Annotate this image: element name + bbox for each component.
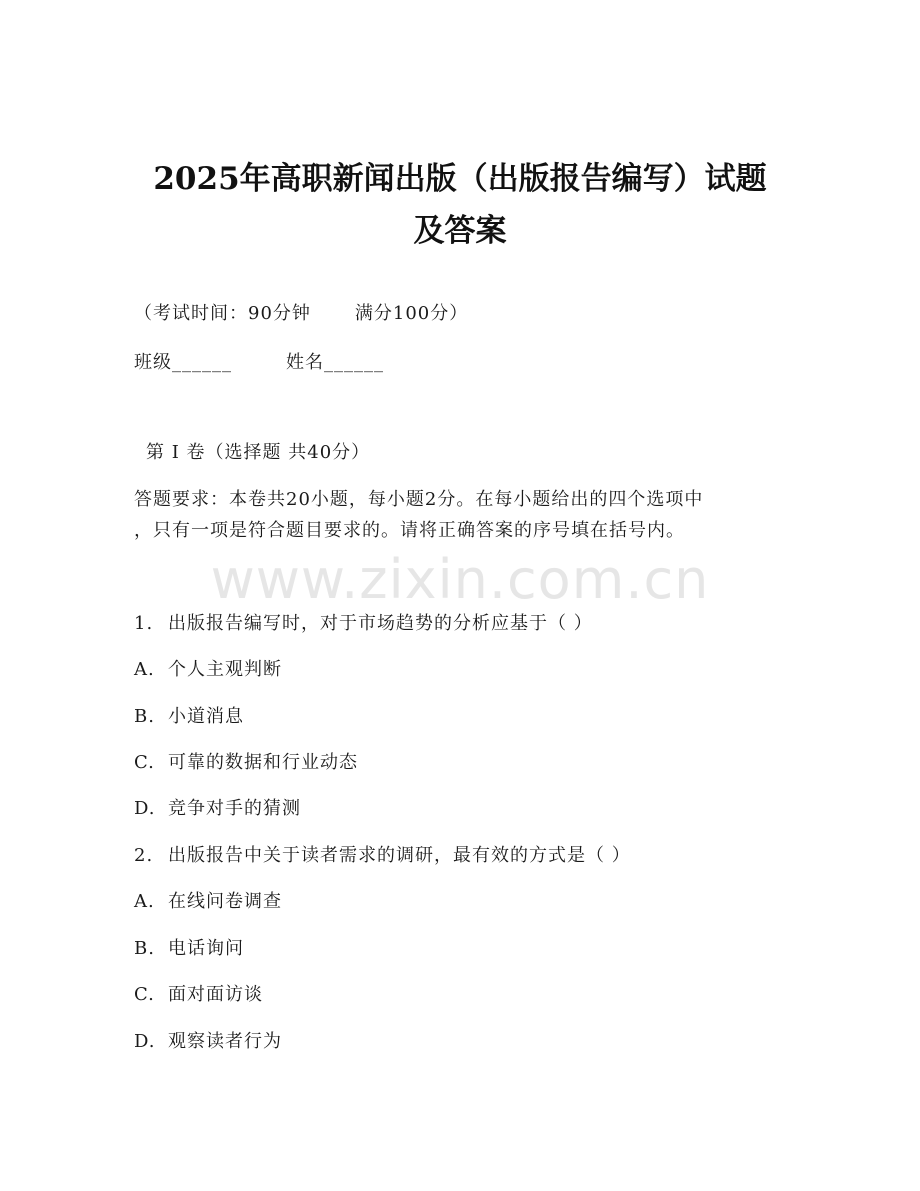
name-label: 姓名 xyxy=(286,352,324,373)
section-heading: 第 I 卷（选择题 共40分） xyxy=(146,442,371,463)
option-letter: D. xyxy=(134,798,156,819)
question-1-option-b xyxy=(134,705,244,729)
option-letter: C. xyxy=(134,984,155,1005)
question-stem: 出版报告编写时，对于市场趋势的分析应基于（ ） xyxy=(168,613,593,634)
question-number: 1. xyxy=(134,613,154,634)
option-text: 小道消息 xyxy=(168,706,244,727)
question-1 xyxy=(134,612,593,636)
option-text: 电话询问 xyxy=(168,938,244,959)
option-text: 个人主观判断 xyxy=(168,659,282,680)
question-2-option-a xyxy=(134,890,282,914)
option-text: 可靠的数据和行业动态 xyxy=(168,752,358,773)
watermark: www.zixin.com.cn xyxy=(210,548,710,611)
class-label: 班级 xyxy=(134,352,172,373)
question-1-option-d xyxy=(134,797,301,821)
question-1-option-c xyxy=(134,751,358,775)
option-letter: A. xyxy=(134,891,155,912)
question-2-option-d xyxy=(134,1030,282,1054)
option-letter: A. xyxy=(134,659,155,680)
exam-time: （考试时间：90分钟 xyxy=(134,303,311,324)
requirement-line-1: 答题要求：本卷共20小题，每小题2分。在每小题给出的四个选项中 xyxy=(134,489,704,510)
option-text: 在线问卷调查 xyxy=(168,891,282,912)
class-blank: ______ xyxy=(172,352,232,373)
exam-title-line-2: 及答案 xyxy=(413,213,507,249)
option-letter: D. xyxy=(134,1031,156,1052)
option-letter: B. xyxy=(134,706,155,727)
question-number: 2. xyxy=(134,845,154,866)
question-stem: 出版报告中关于读者需求的调研，最有效的方式是（ ） xyxy=(168,845,631,866)
option-letter: C. xyxy=(134,752,155,773)
option-text: 竞争对手的猜测 xyxy=(168,798,301,819)
name-blank: ______ xyxy=(324,352,384,373)
full-score: 满分100分） xyxy=(354,303,469,324)
exam-info xyxy=(134,302,468,326)
exam-title-line-1: 2025年高职新闻出版（出版报告编写）试题 xyxy=(153,161,767,197)
class-name-row xyxy=(134,351,384,375)
option-text: 面对面访谈 xyxy=(168,984,263,1005)
question-2 xyxy=(134,844,631,868)
question-1-option-a xyxy=(134,658,282,682)
requirement-line-2: ，只有一项是符合题目要求的。请将正确答案的序号填在括号内。 xyxy=(134,520,685,541)
question-2-option-b xyxy=(134,937,244,961)
question-2-option-c xyxy=(134,983,263,1007)
option-letter: B. xyxy=(134,938,155,959)
option-text: 观察读者行为 xyxy=(168,1031,282,1052)
